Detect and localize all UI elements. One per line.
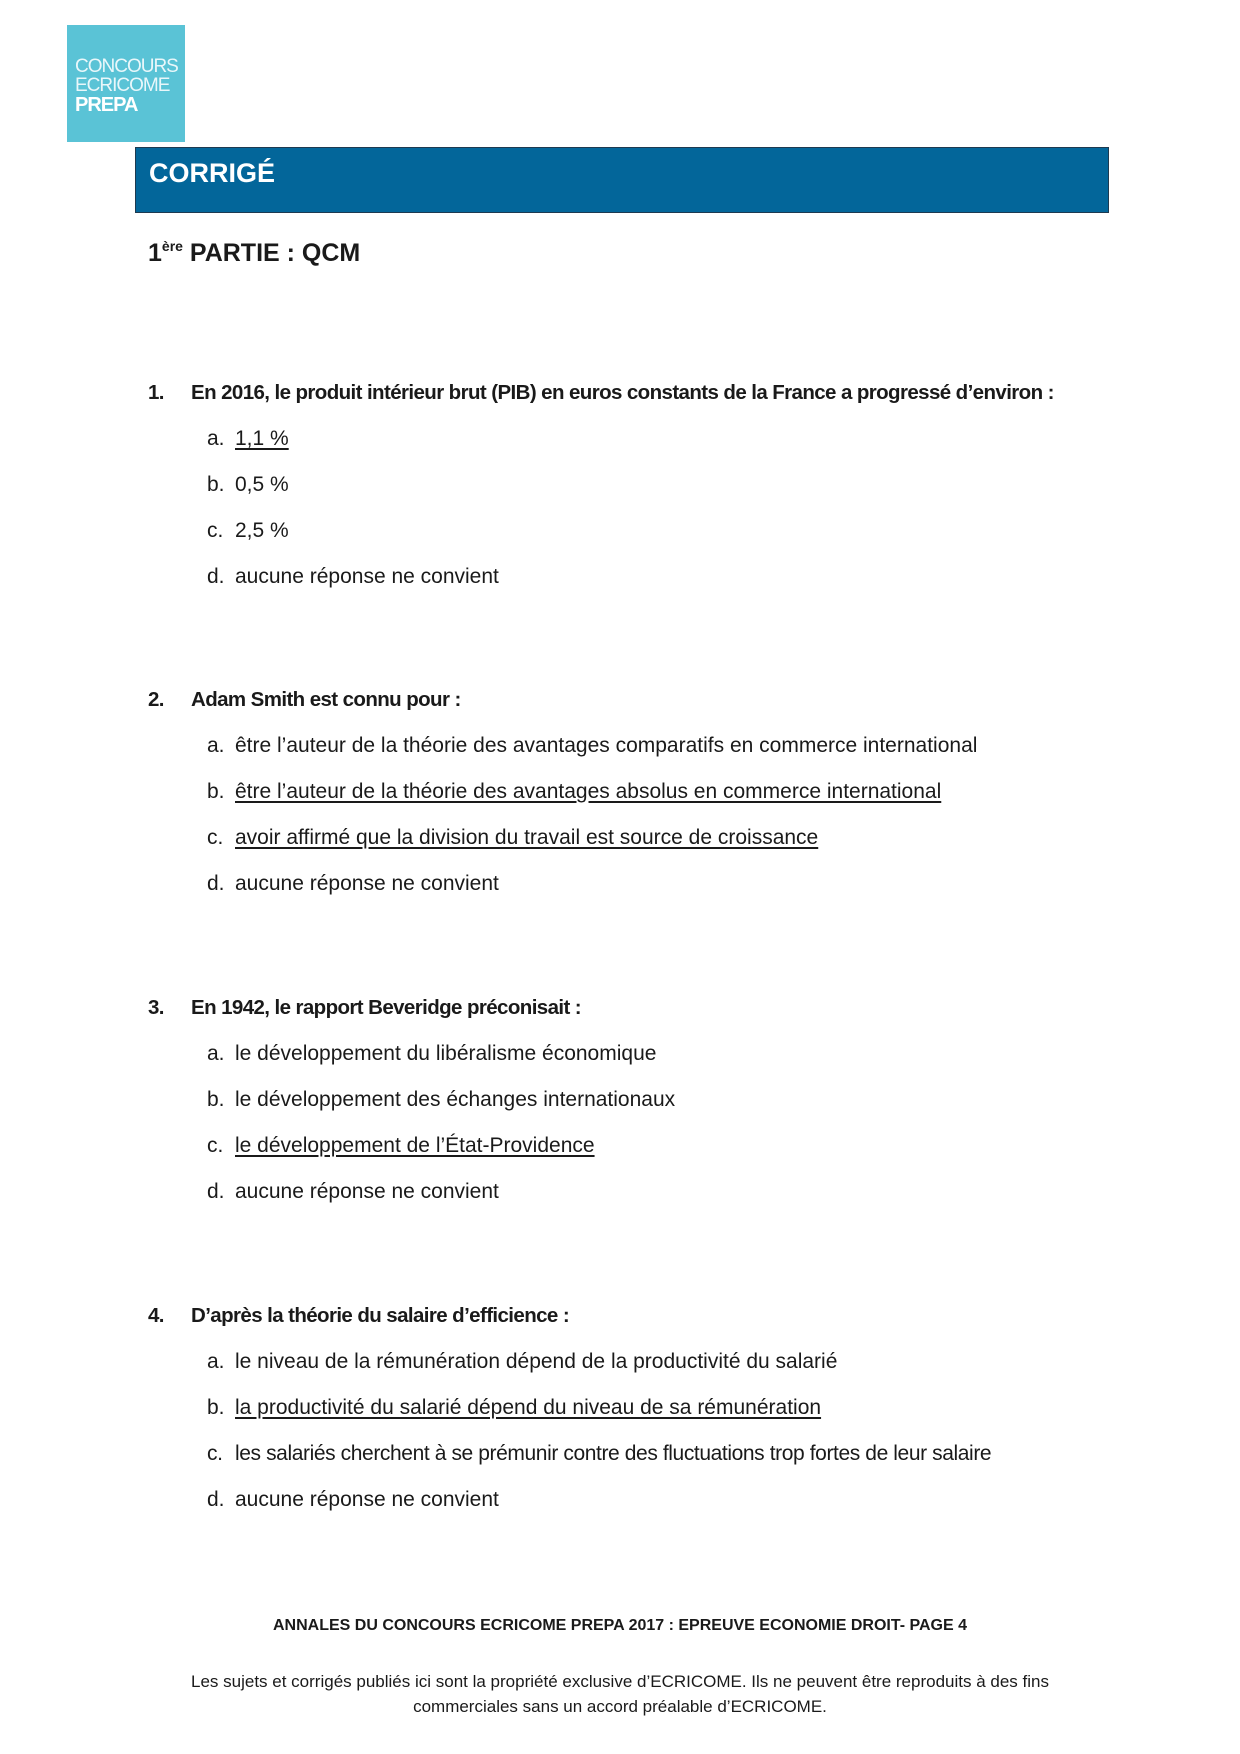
question-1 [148,381,1108,611]
question-number: 2. [148,688,164,711]
question-number: 1. [148,381,164,404]
option-c [148,1134,1108,1180]
option-c [148,826,1108,872]
option-letter: a. [207,734,225,757]
option-text: le développement des échanges internationaux [235,1088,676,1111]
footer-copyright-note: Les sujets et corrigés publiés ici sont la propriété exclusive d’ECRICOME. Ils ne peuvent être reproduits à des fins commerciales sans un accord préalable d’ECRICOME. [191,1672,1049,1716]
option-text: aucune réponse ne convient [235,1488,499,1511]
option-letter: c. [207,519,224,542]
option-text: aucune réponse ne convient [235,565,499,588]
banner-title: CORRIGÉ [149,158,276,188]
question-text: En 1942, le rapport Beveridge préconisait : [191,996,582,1019]
option-b [148,1396,1108,1442]
option-a [148,427,1108,473]
option-d [148,565,1108,611]
option-text: le niveau de la rémunération dépend de la productivité du salarié [235,1350,838,1373]
section-ordinal: ère [161,238,183,254]
option-text-correct: le développement de l’État-Providence [235,1134,595,1157]
logo-line-prepa: PREPA [75,94,138,116]
option-d [148,1488,1108,1534]
option-d [148,872,1108,918]
option-letter: a. [207,1350,225,1373]
question-title [148,996,1108,1042]
option-letter: c. [207,826,224,849]
option-letter: c. [207,1442,223,1465]
option-a [148,1350,1108,1396]
option-c [148,1442,1108,1488]
option-text: 0,5 % [235,473,289,496]
logo-line-concours: CONCOURS [75,56,178,77]
option-text-correct: la productivité du salarié dépend du niveau de sa rémunération [235,1396,822,1419]
question-title [148,688,1108,734]
option-text: aucune réponse ne convient [235,1180,499,1203]
question-title [148,381,1108,427]
question-2 [148,688,1108,918]
option-a [148,734,1108,780]
question-text: En 2016, le produit intérieur brut (PIB) en euros constants de la France a progressé d’environ : [191,381,1054,404]
option-text-correct: avoir affirmé que la division du travail est source de croissance [235,826,819,849]
option-letter: d. [207,1180,225,1203]
ecricome-logo [67,25,185,142]
option-letter: d. [207,872,225,895]
section-title-text: PARTIE : QCM [182,239,361,267]
option-b [148,1088,1108,1134]
logo-line-ecricome: ECRICOME [75,75,170,96]
option-b [148,780,1108,826]
option-text: le développement du libéralisme économique [235,1042,657,1065]
question-title [148,1304,1108,1350]
question-number: 3. [148,996,164,1019]
option-text: être l’auteur de la théorie des avantages comparatifs en commerce international [235,734,978,757]
footer-title: ANNALES DU CONCOURS ECRICOME PREPA 2017 : EPREUVE ECONOMIE DROIT- PAGE 4 [272,1617,968,1634]
question-number: 4. [148,1304,164,1327]
section-title [148,238,360,268]
option-letter: a. [207,427,225,450]
question-3 [148,996,1108,1226]
option-text: aucune réponse ne convient [235,872,499,895]
question-text: D’après la théorie du salaire d’efficience : [191,1304,570,1327]
corrige-banner [135,147,1109,213]
option-c [148,519,1108,565]
question-text: Adam Smith est connu pour : [191,688,461,711]
option-d [148,1180,1108,1226]
option-letter: b. [207,780,225,803]
option-letter: d. [207,565,225,588]
option-text: 2,5 % [235,519,289,542]
option-letter: b. [207,1396,225,1419]
option-letter: a. [207,1042,225,1065]
option-letter: b. [207,473,225,496]
question-4 [148,1304,1108,1534]
option-letter: d. [207,1488,225,1511]
option-a [148,1042,1108,1088]
option-text-correct: 1,1 % [235,427,289,450]
option-letter: c. [207,1134,224,1157]
option-text: les salariés cherchent à se prémunir contre des fluctuations trop fortes de leur salaire [235,1442,992,1465]
option-text-correct: être l’auteur de la théorie des avantages absolus en commerce international [235,780,942,803]
option-letter: b. [207,1088,225,1111]
section-number: 1 [148,239,162,267]
option-b [148,473,1108,519]
